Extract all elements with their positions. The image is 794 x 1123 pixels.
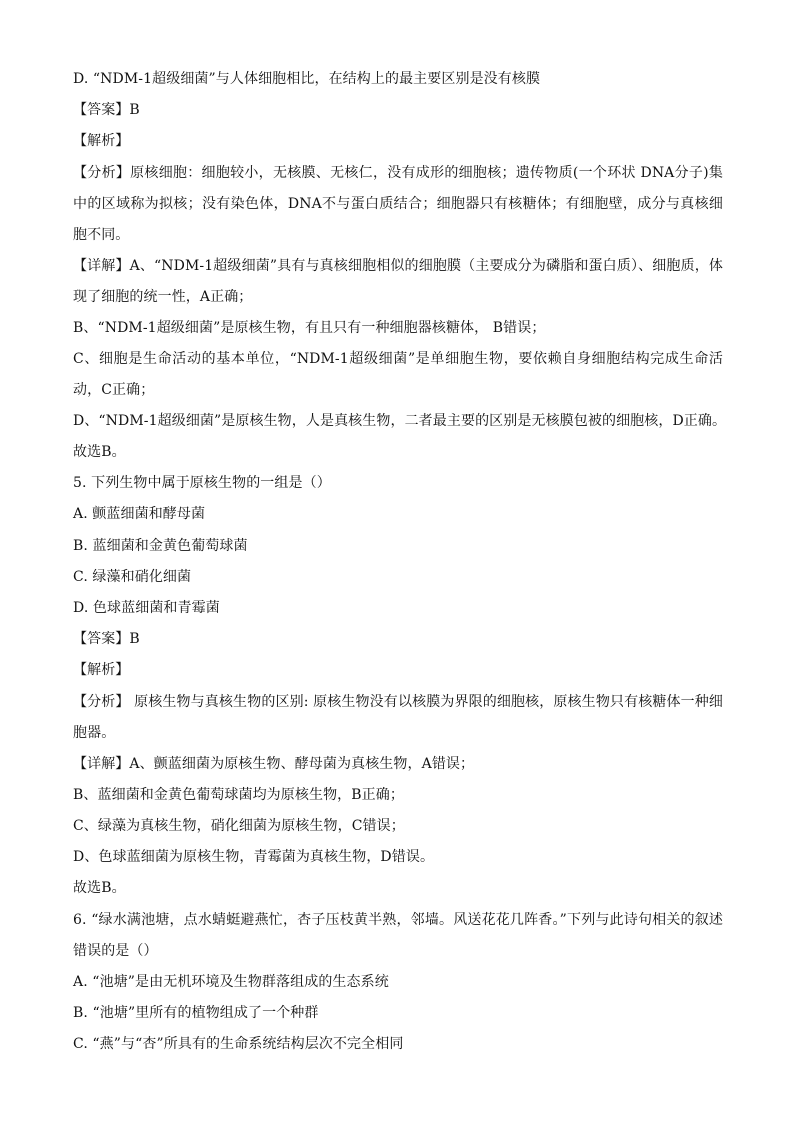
option-d-q4: D. “NDM-1超级细菌”与人体细胞相比，在结构上的最主要区别是没有核膜	[73, 71, 541, 87]
detail-b-q4: B、“NDM-1超级细菌”是原核生物，有且只有一种细胞器核糖体， B错误；	[73, 319, 546, 336]
conclusion-q5: 故选B。	[73, 880, 126, 897]
detail-b-q5: B、蓝细菌和金黄色葡萄球菌均为原核生物，B正确；	[73, 786, 404, 803]
option-c-q5: C. 绿藻和硝化细菌	[73, 568, 192, 585]
analysis-heading-q5: 【解析】	[73, 662, 130, 679]
detail-a-q5: 【详解】A、颤蓝细菌为原核生物、酵母菌为真核生物，A错误；	[73, 755, 475, 772]
option-a-q6: A. “池塘”是由无机环境及生物群落组成的生态系统	[73, 973, 389, 990]
conclusion-q4: 故选B。	[73, 444, 126, 461]
analysis-heading-q4: 【解析】	[73, 133, 130, 150]
option-a-q5: A. 颤蓝细菌和酵母菌	[73, 506, 206, 523]
analysis-text-q4: 【分析】原核细胞：细胞较小，无核膜、无核仁，没有成形的细胞核；遗传物质(一个环状 DNA分子)集中的区域称为拟核；没有染色体，DNA不与蛋白质结合；细胞器只有核糖体；有细胞壁，成分与真核细胞不同。	[73, 164, 723, 243]
detail-c-q5: C、绿藻为真核生物，硝化细菌为原核生物，C错误；	[73, 818, 405, 835]
answer-q4: 【答案】B	[73, 102, 140, 119]
option-c-q6: C. “燕”与“杏”所具有的生命系统结构层次不完全相同	[73, 1036, 404, 1053]
detail-d-q4: D、“NDM-1超级细菌”是原核生物，人是真核生物，二者最主要的区别是无核膜包被的细胞核，D正确。	[73, 412, 727, 429]
detail-d-q5: D、色球蓝细菌为原核生物，青霉菌为真核生物，D错误。	[73, 849, 435, 866]
answer-q5: 【答案】B	[73, 631, 140, 648]
question-5: 5. 下列生物中属于原核生物的一组是（）	[73, 475, 331, 492]
option-b-q5: B. 蓝细菌和金黄色葡萄球菌	[73, 537, 248, 554]
document-page	[73, 64, 727, 1060]
question-6: 6. “绿水满池塘，点水蜻蜓避燕忙，杏子压枝黄半熟，邻墙。风送花花几阵香。”下列与此诗句相关的叙述错误的是（）	[73, 911, 723, 959]
analysis-text-q5: 【分析】 原核生物与真核生物的区别: 原核生物没有以核膜为界限的细胞核，原核生物只有核糖体一种细胞器。	[73, 693, 723, 741]
detail-a-q4: 【详解】A、“NDM-1超级细菌”具有与真核细胞相似的细胞膜（主要成分为磷脂和蛋白质）、细胞质，体现了细胞的统一性，A正确；	[73, 257, 723, 305]
option-d-q5: D. 色球蓝细菌和青霉菌	[73, 600, 220, 617]
option-b-q6: B. “池塘”里所有的植物组成了一个种群	[73, 1004, 319, 1021]
detail-c-q4: C、细胞是生命活动的基本单位，“NDM-1超级细菌”是单细胞生物，要依赖自身细胞结构完成生命活动，C正确；	[73, 350, 723, 398]
